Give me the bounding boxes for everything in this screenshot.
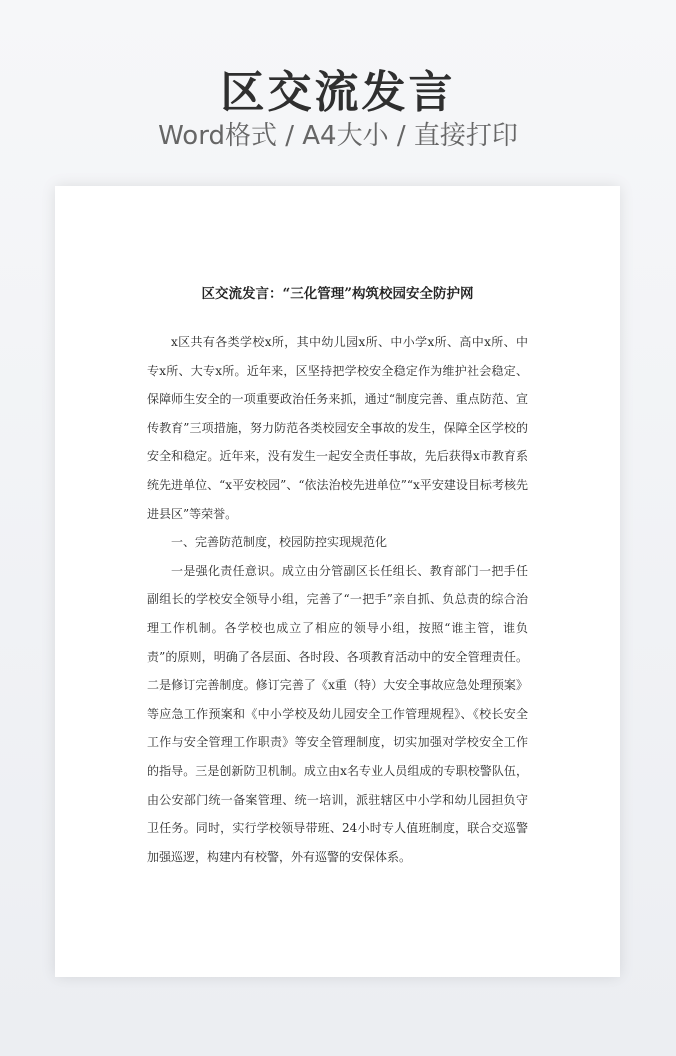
section-heading-1: 一、完善防范制度，校园防控实现规范化 [171,535,388,550]
banner [0,0,676,186]
banner-title: 区交流发言 [220,67,456,118]
document-title: 区交流发言：“三化管理”构筑校园安全防护网 [201,286,474,302]
banner-subtitle: Word格式 / A4大小 / 直接打印 [158,121,518,151]
paragraph-intro: x区共有各类学校x所，其中幼儿园x所、中小学x所、高中x所、中专x所、大专x所。近年来，区坚持把学校安全稳定作为维护社会稳定、保障师生安全的一项重要政治任务来抓，通过“制度完善、重点防范、宣传教育”三项措施，努力防范各类校园安全事故的发生，保障全区学校的安全和稳定。近年来，没有发生一起安全责任事故，先后获得x市教育系统先进单位、“x平安校园”、“依法治校先进单位”“x平安建设目标考核先进县区”等荣誉。 [147,335,528,521]
document-page [55,186,620,977]
paragraph-section-1: 一是强化责任意识。成立由分管副区长任组长、教育部门一把手任副组长的学校安全领导小组，完善了“一把手”亲自抓、负总责的综合治理工作机制。各学校也成立了相应的领导小组，按照“谁主管，谁负责”的原则，明确了各层面、各时段、各项教育活动中的安全管理责任。二是修订完善制度。修订完善了《x重（特）大安全事故应急处理预案》等应急工作预案和《中小学校及幼儿园安全工作管理规程》、《校长安全工作与安全管理工作职责》等安全管理制度，切实加强对学校安全工作的指导。三是创新防卫机制。成立由x名专业人员组成的专职校警队伍，由公安部门统一备案管理、统一培训，派驻辖区中小学和幼儿园担负守卫任务。同时，实行学校领导带班、24小时专人值班制度，联合交巡警加强巡逻，构建内有校警，外有巡警的安保体系。 [147,563,528,864]
document-body [147,328,528,871]
